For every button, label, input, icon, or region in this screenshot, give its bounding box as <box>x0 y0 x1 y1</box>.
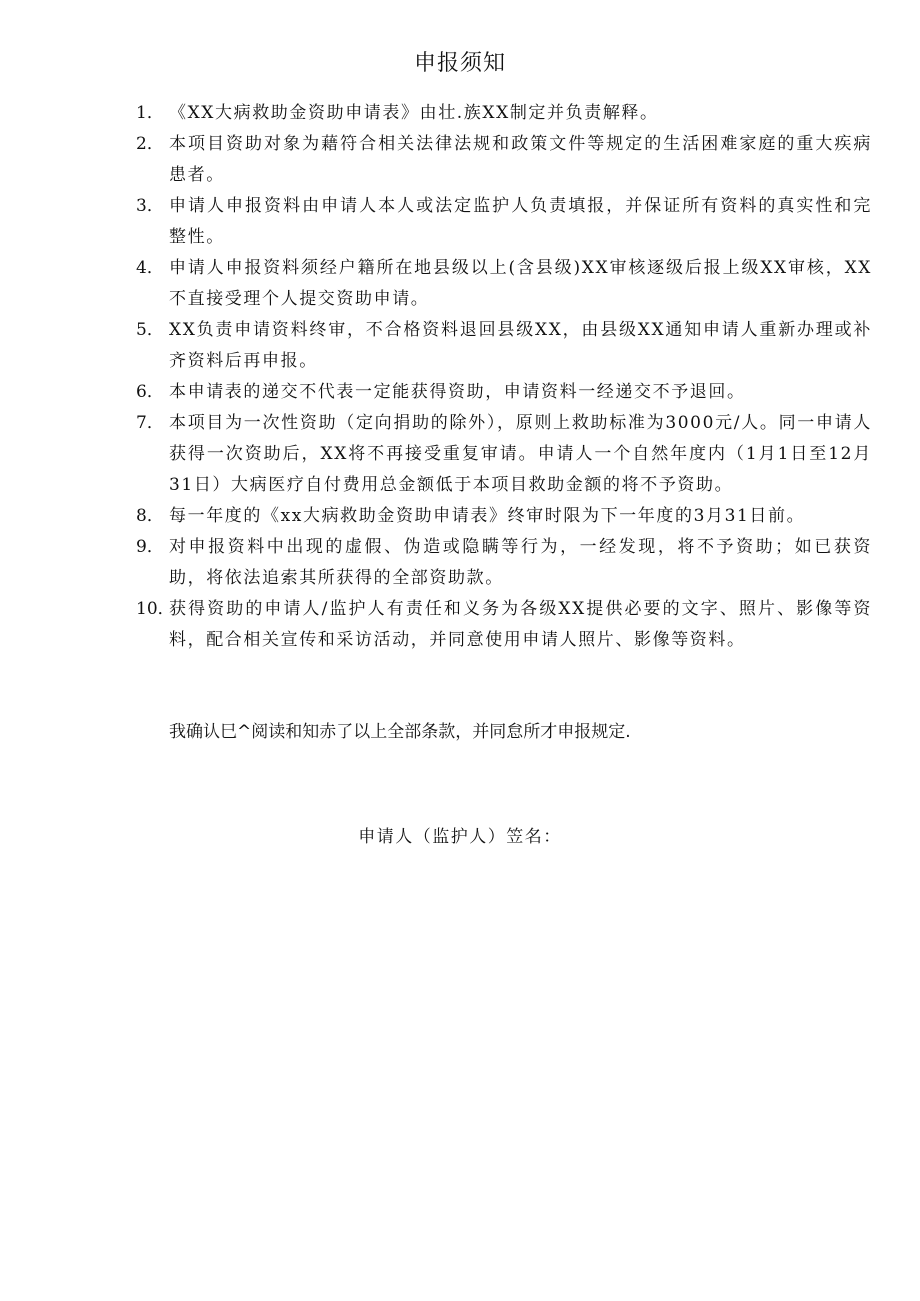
item-number: 6． <box>136 382 164 402</box>
item-text: 申请人申报资料须经户籍所在地县级以上(含县级)XX审核逐级后报上级XX审核，XX不直接受理个人提交资助申请。 <box>169 258 872 309</box>
item-number: 10． <box>136 599 175 619</box>
confirmation-statement: 我确认巳^阅读和知赤了以上全部条款，并同怠所才申报规定. <box>169 722 631 742</box>
item-text: 本项目资助对象为藉符合相关法律法规和政策文件等规定的生活困难家庭的重大疾病患者。 <box>169 134 872 185</box>
item-text: XX负责申请资料终审，不合格资料退回县级XX，由县级XX通知申请人重新办理或补齐资料后再申报。 <box>169 320 872 371</box>
notice-item-10 <box>0 594 920 656</box>
notice-list <box>0 98 920 656</box>
notice-item-5 <box>0 315 920 377</box>
notice-item-1 <box>0 98 920 129</box>
item-text: 每一年度的《xx大病救助金资助申请表》终审时限为下一年度的3月31日前。 <box>169 506 806 526</box>
item-text: 获得资助的申请人/监护人有责任和义务为各级XX提供必要的文字、照片、影像等资料，配合相关宣传和采访活动，并同意使用申请人照片、影像等资料。 <box>169 599 872 650</box>
item-number: 8． <box>136 506 164 526</box>
item-text: 本项目为一次性资助（定向捐助的除外），原则上救助标准为3000元/人。同一申请人获得一次资助后，XX将不再接受重复审请。申请人一个自然年度内（1月1日至12月31日）大病医疗自付费用总金额低于本项目救助金额的将不予资助。 <box>169 413 872 495</box>
item-number: 9． <box>136 537 164 557</box>
notice-item-6 <box>0 377 920 408</box>
item-number: 3． <box>136 196 164 216</box>
item-number: 5． <box>136 320 164 340</box>
item-number: 7． <box>136 413 164 433</box>
item-text: 申请人申报资料由申请人本人或法定监护人负责填报，并保证所有资料的真实性和完整性。 <box>169 196 872 247</box>
notice-item-4 <box>0 253 920 315</box>
notice-item-8 <box>0 501 920 532</box>
item-number: 2． <box>136 134 164 154</box>
item-text: 《XX大病救助金资助申请表》由壮.族XX制定并负责解释。 <box>169 103 659 123</box>
item-number: 1． <box>136 103 164 123</box>
notice-item-7 <box>0 408 920 501</box>
signature-label: 申请人（监护人）笠名： <box>358 827 562 847</box>
item-text: 本申请表的递交不代表一定能获得资助，申请资料一经递交不予退回。 <box>169 382 746 402</box>
item-number: 4． <box>136 258 164 278</box>
notice-item-2 <box>0 129 920 191</box>
item-text: 对申报资料中出现的虚假、伪造或隐瞒等行为，一经发现，将不予资助；如已获资助，将依法追索其所获得的全部资助款。 <box>169 537 872 588</box>
page-title: 申报须知 <box>413 51 506 76</box>
notice-item-9 <box>0 532 920 594</box>
notice-item-3 <box>0 191 920 253</box>
